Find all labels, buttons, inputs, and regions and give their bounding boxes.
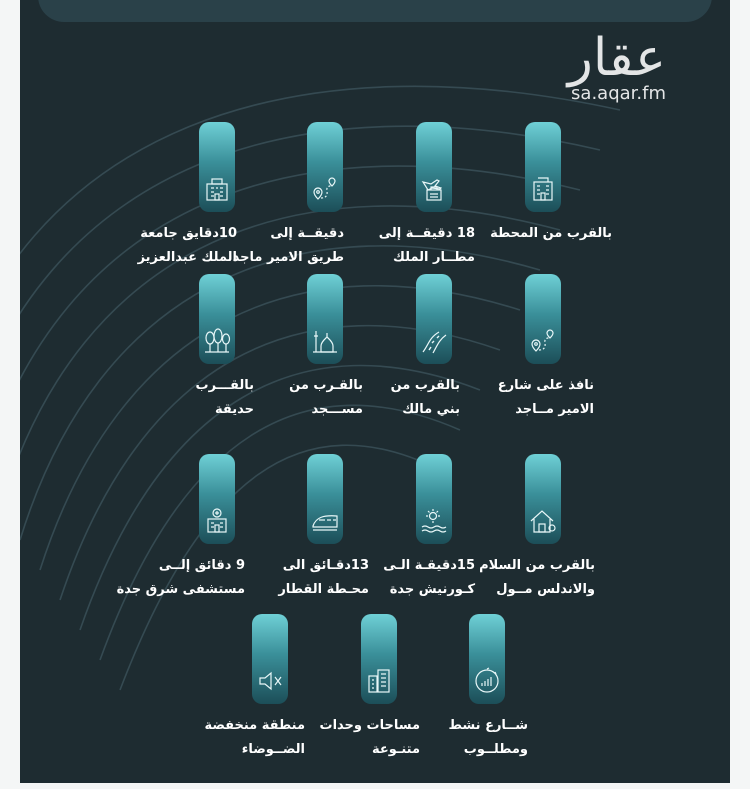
feature-card-station xyxy=(525,122,561,212)
feature-label-park: بالقـــرب حديقة xyxy=(195,378,254,417)
top-banner xyxy=(38,0,712,22)
feature-label-units: مساحات وحدات متنـوعة xyxy=(319,718,420,757)
feature-label-prince-road: دقيقــة إلى طريق الامير ماجد xyxy=(232,226,344,265)
feature-label-quiet-area: منطقة منخفضة الضــوضاء xyxy=(204,718,305,757)
feature-card-university xyxy=(199,122,235,212)
feature-label-hospital: 9 دقائق إلــى مستشفى شرق جدة xyxy=(116,558,245,597)
park-trees-icon xyxy=(202,326,232,356)
right-margin xyxy=(730,0,750,789)
feature-label-university: 10دقايق جامعة الملك عبدالعزيز xyxy=(137,226,237,265)
feature-label-prince-street: نافذ على شارع الامير مــاجد xyxy=(497,378,594,417)
airport-icon xyxy=(419,174,449,204)
aqar-watermark xyxy=(542,30,666,104)
feature-card-units xyxy=(361,614,397,704)
feature-card-airport xyxy=(416,122,452,212)
hospital-icon xyxy=(202,174,232,204)
road-icon xyxy=(419,326,449,356)
feature-card-corniche xyxy=(416,454,452,544)
feature-card-train xyxy=(307,454,343,544)
feature-card-prince-road xyxy=(307,122,343,212)
feature-label-bani-malik: بالقرب من بني مالك xyxy=(390,378,460,417)
feature-card-park xyxy=(199,274,235,364)
bottom-margin xyxy=(0,783,750,789)
location-route-icon xyxy=(528,326,558,356)
feature-label-train: 13دقـائق الى محـطة القطار xyxy=(278,558,369,597)
left-margin xyxy=(0,0,20,789)
feature-label-active-street: شــارع نشط ومطلــوب xyxy=(448,718,528,757)
feature-card-quiet-area xyxy=(252,614,288,704)
feature-card-mosque xyxy=(307,274,343,364)
feature-label-station: بالقرب من المحطة xyxy=(490,226,612,241)
growth-chart-icon xyxy=(472,666,502,696)
watermark-site: sa.aqar.fm xyxy=(571,83,666,104)
feature-label-corniche: 15دقيقـة الـى كـورنيش جدة xyxy=(383,558,475,597)
hospital-icon xyxy=(202,506,232,536)
feature-card-hospital xyxy=(199,454,235,544)
watermark-brand: عقار xyxy=(567,28,666,88)
feature-card-active-street xyxy=(469,614,505,704)
feature-card-mall xyxy=(525,454,561,544)
feature-label-mosque: بالقـرب من مســـجد xyxy=(289,378,363,417)
location-route-icon xyxy=(310,174,340,204)
buildings-icon xyxy=(364,666,394,696)
house-icon xyxy=(528,506,558,536)
mosque-icon xyxy=(310,326,340,356)
feature-card-prince-street xyxy=(525,274,561,364)
hospital-icon xyxy=(528,174,558,204)
feature-card-bani-malik xyxy=(416,274,452,364)
feature-label-mall: بالقرب من السلام والاندلس مــول xyxy=(479,558,595,597)
beach-sun-icon xyxy=(419,506,449,536)
train-icon xyxy=(310,506,340,536)
feature-label-airport: 18 دقيقــة إلى مطــار الملك xyxy=(378,226,475,265)
speaker-off-icon xyxy=(255,666,285,696)
